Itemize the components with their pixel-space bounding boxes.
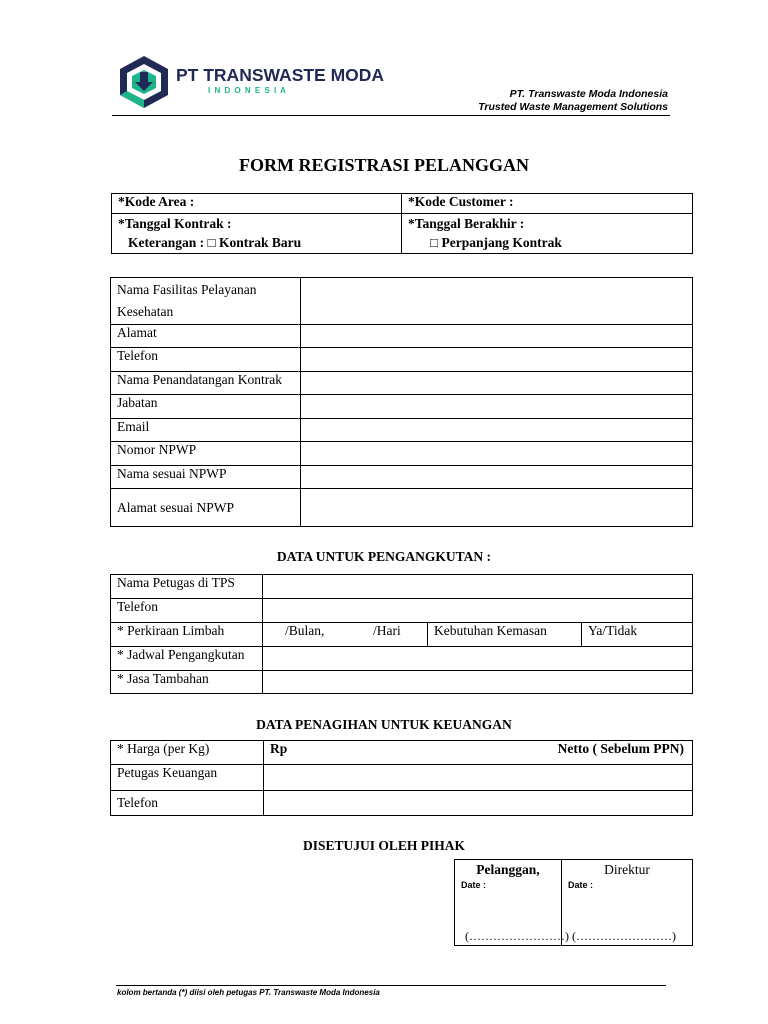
row-label-jabatan: Jabatan [111,395,301,419]
pelanggan-signature-box[interactable] [455,860,569,946]
transport-table [110,574,693,694]
jadwal-label: * Jadwal Pengangkutan [111,647,263,671]
company-name: PT. Transwaste Moda Indonesia [509,88,668,100]
harga-input[interactable] [264,741,693,765]
row-label-alamat-npwp: Alamat sesuai NPWP [111,489,301,527]
pelanggan-signature-line: (……………………) [465,929,569,943]
direktur-label: Direktur [604,862,650,877]
tanggal-berakhir-field[interactable] [402,214,693,254]
rp-label: Rp [270,741,288,756]
per-hari-label: /Hari [373,623,401,638]
jadwal-input[interactable] [263,647,693,671]
pelanggan-label: Pelanggan, [476,862,540,877]
logo-subtitle: I N D O N E S I A [208,86,287,95]
tanggal-berakhir-label: *Tanggal Berakhir : [408,216,525,231]
footer-note: kolom bertanda (*) diisi oleh petugas PT. Transwaste Moda Indonesia [117,988,380,997]
kode-area-field[interactable]: *Kode Area : [112,194,402,214]
transport-section-title: DATA UNTUK PENGANGKUTAN : [276,549,492,564]
telefon-tps-input[interactable] [263,599,693,623]
company-slogan: Trusted Waste Management Solutions [478,101,668,113]
direktur-signature-box[interactable] [562,860,693,946]
row-label-penandatangan: Nama Penandatangan Kontrak [111,372,301,395]
email-input[interactable] [301,419,693,442]
logo-name: PT TRANSWASTE MODA [176,65,385,85]
netto-label: Netto ( Sebelum PPN) [557,741,684,756]
customer-data-table [110,277,693,527]
direktur-date-label: Date : [568,880,594,890]
petugas-tps-label: Nama Petugas di TPS [111,575,263,599]
row-label-telefon: Telefon [111,348,301,372]
nama-npwp-input[interactable] [301,466,693,489]
logo-emblem-icon [116,54,172,110]
telefon-input[interactable] [301,348,693,372]
keterangan-kontrak-baru[interactable]: Keterangan : □ Kontrak Baru [128,235,302,250]
billing-section-title: DATA PENAGIHAN UNTUK KEUANGAN [256,717,512,732]
perkiraan-limbah-label: * Perkiraan Limbah [111,623,263,647]
company-tagline [400,88,668,114]
jabatan-input[interactable] [301,395,693,419]
fasyankes-input[interactable] [301,278,693,325]
perpanjang-kontrak-option[interactable]: □ Perpanjang Kontrak [430,235,562,250]
telefon-keuangan-input[interactable] [264,791,693,816]
footer-divider [116,985,666,986]
alamat-input[interactable] [301,325,693,348]
approval-section-title: DISETUJUI OLEH PIHAK [302,838,466,853]
company-logo [112,52,385,112]
perkiraan-limbah-input[interactable] [263,623,428,647]
row-label-fasyankes: Nama Fasilitas Pelayanan Kesehatan [111,278,301,325]
kode-customer-field[interactable]: *Kode Customer : [402,194,693,214]
direktur-signature-line: (……………………) [572,929,676,943]
alamat-npwp-input[interactable] [301,489,693,527]
tanggal-kontrak-label: *Tanggal Kontrak : [118,216,232,231]
page-title: FORM REGISTRASI PELANGGAN [238,155,530,175]
petugas-tps-input[interactable] [263,575,693,599]
per-bulan-label: /Bulan, [285,623,325,638]
telefon-tps-label: Telefon [111,599,263,623]
jasa-tambahan-input[interactable] [263,671,693,694]
petugas-keuangan-label: Petugas Keuangan [111,765,264,791]
kebutuhan-kemasan-label: Kebutuhan Kemasan [428,623,582,647]
pelanggan-date-label: Date : [461,880,487,890]
npwp-input[interactable] [301,442,693,466]
petugas-keuangan-input[interactable] [264,765,693,791]
header-divider [112,115,670,116]
ya-tidak-option[interactable]: Ya/Tidak [582,623,693,647]
jasa-tambahan-label: * Jasa Tambahan [111,671,263,694]
signature-table [454,859,693,946]
row-label-alamat: Alamat [111,325,301,348]
harga-label: * Harga (per Kg) [111,741,264,765]
contract-info-table [111,193,693,254]
tanggal-kontrak-field[interactable] [112,214,402,254]
row-label-npwp: Nomor NPWP [111,442,301,466]
row-label-email: Email [111,419,301,442]
row-label-nama-npwp: Nama sesuai NPWP [111,466,301,489]
telefon-keuangan-label: Telefon [111,791,264,816]
penandatangan-input[interactable] [301,372,693,395]
billing-table [110,740,693,816]
